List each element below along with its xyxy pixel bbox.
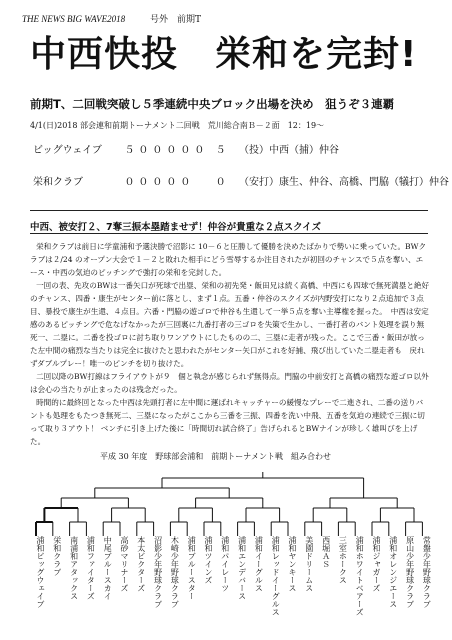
issue-label: 号外: [150, 15, 169, 25]
scoreboard-row: [30, 136, 452, 160]
bracket-team: 原山少年野球クラブ: [405, 536, 415, 608]
bracket-team: 常盤少年野球クラブ: [422, 536, 432, 608]
article-paragraph: 二回以降のBW打線はフライアウトが９ 個と執念が感じられず無得点。門脇の中前安打と高橋の痛烈な遊ゴロ以外は会心の当たりが止まったのは残念だった。: [30, 372, 429, 394]
hits-info: （安打）康生、仲谷、高橋、門脇（犠打）仲谷: [239, 176, 449, 188]
bracket-team: 美園ドリームス: [304, 536, 314, 592]
bracket-team: 浦和パイレーツ: [220, 536, 230, 592]
game-info: 4/1(日)2018 部会連和前期トーナメント二回戦 荒川総合南Ｂ－２面 12：19～: [30, 121, 325, 130]
bracket-team: 浦和オレンジエース: [388, 536, 398, 608]
edition-label: 前期T: [176, 15, 201, 25]
battery-info: （投）中西（捕）仲谷: [239, 144, 339, 156]
team-name: 栄和クラブ: [33, 176, 83, 188]
bracket-team: 木崎少年野球クラブ: [170, 536, 180, 608]
bracket-team: 高砂マリナーズ: [120, 536, 129, 592]
divider: [30, 233, 428, 234]
bracket-team: 浦和ブルースター: [187, 536, 197, 600]
bracket-team: 浦和エンデバース: [237, 536, 247, 600]
newsletter-name: THE NEWS BIG WAVE2018: [22, 14, 126, 24]
scoreboard-row: [30, 168, 452, 192]
bracket-team: 浦和ファイターズ: [86, 536, 96, 600]
bracket-team: 浦和ホワイトベアーズ: [355, 536, 365, 616]
article-paragraph: 一回の表、先攻のBWは一番矢口が死球で出塁、栄和の初先発・飯田兄は続く高橋、中西にも四球で無死満塁と絶好のチャンス、四番・康生がセンター前に落とし、まず１点。五番・仲谷のスクイズが内野安打になり２点追加で３点目、暴投で康生が生還、４点目。六番・門脇の遊ゴロで仲谷も生還して一挙５点を奪い主導権を握った。 中西は安定感のあるピッチングで危なげなかったが三回裏に九番打者の三ゴロを失策で生かし、一番打者のバント処理を誤り無死一、二塁に。二番を投ゴロに討ち取りワンアウトにしたものの二、三塁に走者が残った。ここで三番・飯田が放った左中間の痛烈な当たりは完全に抜けたと思われたがセンター矢口がこれを好捕、飛び出していた二塁走者も 戻れずダブルプレー！唯一のピンチを切り抜けた。: [30, 281, 430, 368]
total-score: ５: [215, 144, 226, 156]
newsletter-header: [22, 12, 201, 25]
bracket-title: 平成 30 年度 野球部会浦和 前期トーナメント戦 組み合わせ: [100, 452, 331, 461]
bracket-team: 浦和イーグルス: [254, 536, 264, 592]
team-name: ビッグウェイブ: [33, 144, 102, 156]
bracket-team: 西堀ＡＳ: [321, 536, 331, 568]
inning-scores: ５０００００: [124, 144, 209, 156]
article-body: [30, 240, 430, 448]
bracket-teams: [22, 536, 432, 636]
bracket-team: 浦和ビッグウェイブ: [36, 536, 45, 608]
bracket-team: 浦和ヤンキース: [288, 536, 297, 592]
section-heading: 中西、被安打２、7奪三振本塁踏ませず！仲谷が貴重な２点スクイズ: [30, 222, 322, 233]
subheadline: 前期T、二回戦突破し５季連続中央ブロック出場を決め 狙うぞ３連覇: [30, 97, 395, 111]
bracket-team: 本太ビクターズ: [136, 536, 146, 592]
bracket-team: 南浦和アタックス: [69, 536, 79, 600]
bracket-team: 浦和ツインズ: [204, 536, 213, 584]
divider: [30, 210, 428, 211]
total-score: ０: [215, 176, 226, 188]
article-paragraph: 栄和クラブは前日に学童浦和予選決勝で沼影に 10－６と圧勝して優勝を決めたばかりで勢いに乗っていた。BWクラブは２/24 のオープン大会で１－２と敗れた相手にどう雪辱するか注目されたが初回のチャンスで５点を奪い、エース・中西の気迫のピッチングで強打の栄和を完封した。: [30, 242, 427, 277]
tournament-bracket-lines: [0, 460, 452, 540]
bracket-team: 三室ホークス: [338, 536, 348, 584]
headline: 中西快投 栄和を完封!: [30, 34, 418, 75]
scoreboard: [30, 136, 452, 192]
bracket-team: 浦和ジャガーズ: [372, 536, 381, 592]
bracket-team: 中尾ブルースカイ: [103, 536, 113, 600]
bracket-team: 栄和クラブ: [52, 536, 62, 576]
inning-scores: ０００００: [124, 176, 195, 188]
bracket-team: 沼影少年野球クラブ: [153, 536, 163, 608]
article-paragraph: 時間的に最終回となった中西は先頭打者に左中間に運ばれキャッチャーの緩慢なプレーで二進され、二番の送りバントも処理をもたつき無死二、三塁になったがここから三番を三振、四番を洗い中飛、五番を気迫の連続で三振に切って取り３アウト！ ベンチに引き上げた後に「時間切れ試合終了」告げられるとBWナインが珍しく雄叫びを上げた。: [30, 398, 425, 446]
bracket-team: 浦和レッドイーグルス: [271, 536, 281, 616]
